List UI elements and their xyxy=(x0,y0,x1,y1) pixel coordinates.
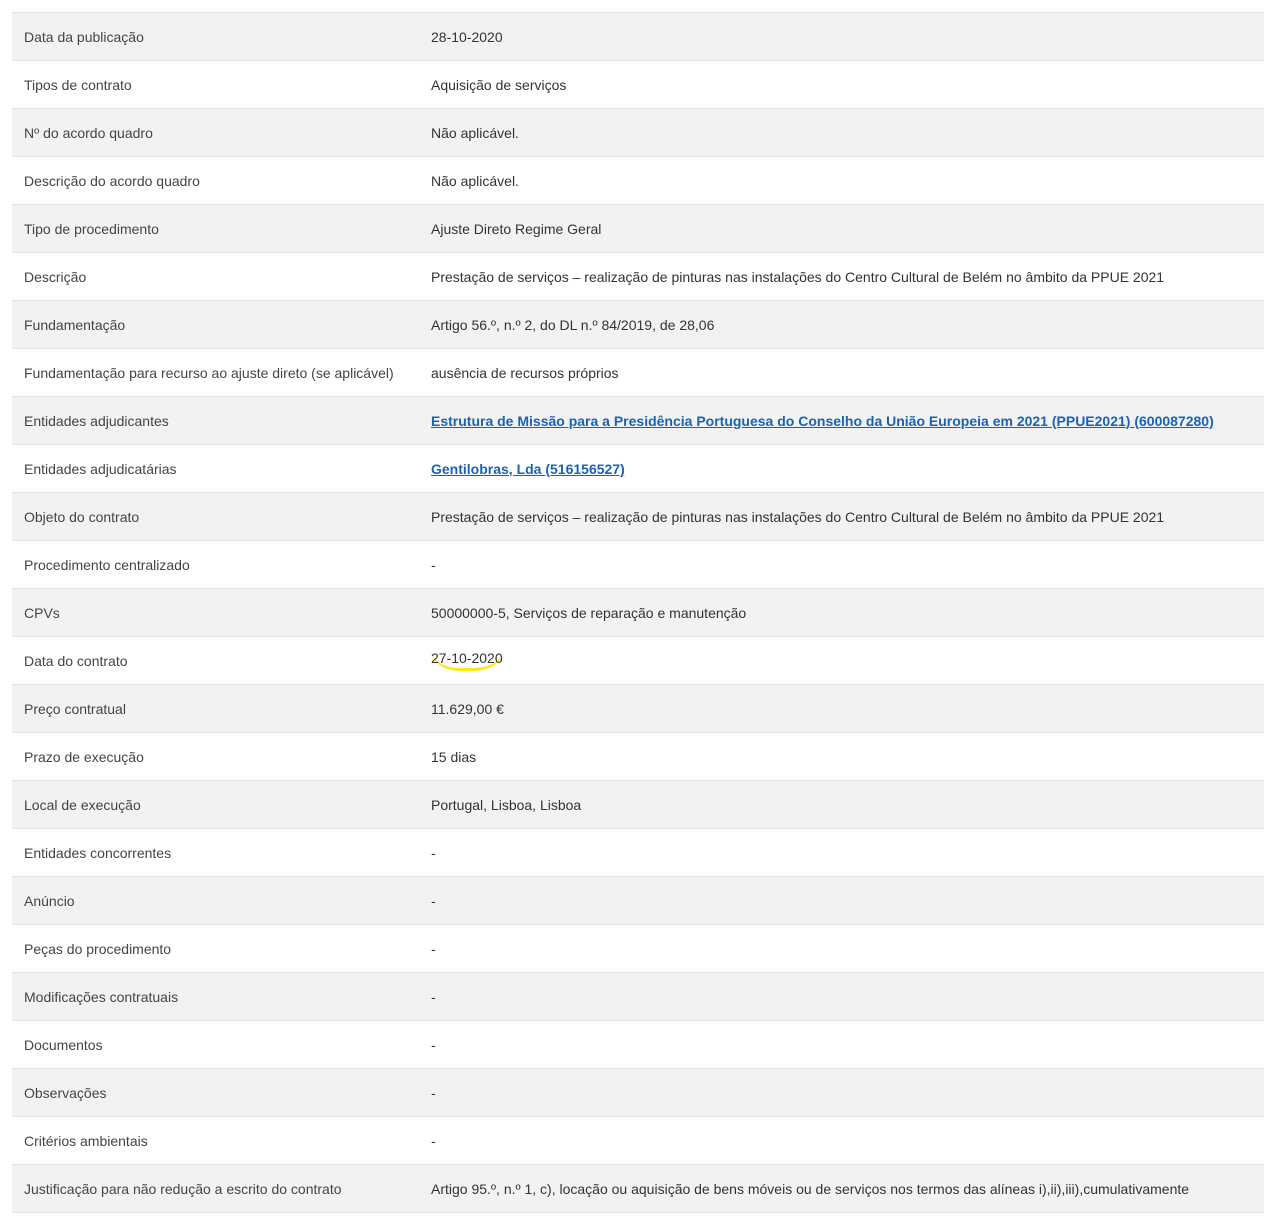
row-label: Tipos de contrato xyxy=(24,76,132,93)
row-label: Justificação para não redução a escrito do contrato xyxy=(24,1180,342,1197)
row-label: Prazo de execução xyxy=(24,748,144,765)
row-value: - xyxy=(431,556,436,573)
row-justificacao-nao-reducao-escrito xyxy=(12,1165,1264,1213)
row-value: - xyxy=(431,1084,436,1101)
row-value: Aquisição de serviços xyxy=(431,76,567,93)
row-label: Documentos xyxy=(24,1036,103,1053)
row-value: - xyxy=(431,1132,436,1149)
entidade-adjudicante-link[interactable]: Estrutura de Missão para a Presidência Portuguesa do Conselho da União Europeia em 2021 (PPUE2021) (600087280) xyxy=(431,412,1214,429)
row-modificacoes-contratuais xyxy=(12,973,1264,1021)
row-value: - xyxy=(431,844,436,861)
row-label: Peças do procedimento xyxy=(24,940,172,957)
row-value: 28-10-2020 xyxy=(431,28,503,45)
row-label: Entidades adjudicatárias xyxy=(24,460,177,477)
row-value xyxy=(431,413,1264,429)
row-tipo-procedimento xyxy=(12,205,1264,253)
row-value xyxy=(431,461,1264,477)
contract-details-table xyxy=(12,12,1264,1213)
row-label: Objeto do contrato xyxy=(24,508,140,525)
row-label: Data do contrato xyxy=(24,652,128,669)
row-data-contrato xyxy=(12,637,1264,685)
row-value: Portugal, Lisboa, Lisboa xyxy=(431,796,582,813)
row-value: Artigo 56.º, n.º 2, do DL n.º 84/2019, de 28,06 xyxy=(431,316,715,333)
row-anuncio xyxy=(12,877,1264,925)
row-pecas-procedimento xyxy=(12,925,1264,973)
row-preco-contratual xyxy=(12,685,1264,733)
row-label: Descrição do acordo quadro xyxy=(24,172,200,189)
row-label: Entidades adjudicantes xyxy=(24,412,169,429)
row-value: - xyxy=(431,1036,436,1053)
row-acordo-quadro-descricao xyxy=(12,157,1264,205)
entidade-adjudicataria-link[interactable]: Gentilobras, Lda (516156527) xyxy=(431,460,625,477)
row-fundamentacao-ajuste-direto xyxy=(12,349,1264,397)
row-label: Fundamentação para recurso ao ajuste direto (se aplicável) xyxy=(24,364,394,381)
row-entidades-adjudicatarias xyxy=(12,445,1264,493)
row-value: Ajuste Direto Regime Geral xyxy=(431,220,602,237)
row-prazo-execucao xyxy=(12,733,1264,781)
row-documentos xyxy=(12,1021,1264,1069)
row-label: Modificações contratuais xyxy=(24,988,179,1005)
row-label: Fundamentação xyxy=(24,316,126,333)
row-local-execucao xyxy=(12,781,1264,829)
row-value: - xyxy=(431,892,436,909)
row-observacoes xyxy=(12,1069,1264,1117)
row-procedimento-centralizado xyxy=(12,541,1264,589)
row-label: Observações xyxy=(24,1084,107,1101)
row-value: ausência de recursos próprios xyxy=(431,364,619,381)
row-value: Não aplicável. xyxy=(431,172,519,189)
row-label: Anúncio xyxy=(24,892,75,909)
row-label: Descrição xyxy=(24,268,87,285)
row-label: Critérios ambientais xyxy=(24,1132,148,1149)
row-value: Prestação de serviços – realização de pinturas nas instalações do Centro Cultural de Belém no âmbito da PPUE 2021 xyxy=(431,268,1165,285)
row-fundamentacao xyxy=(12,301,1264,349)
row-value: 50000000-5, Serviços de reparação e manutenção xyxy=(431,604,747,621)
row-entidades-adjudicantes xyxy=(12,397,1264,445)
row-label: Tipo de procedimento xyxy=(24,220,159,237)
row-label: Procedimento centralizado xyxy=(24,556,190,573)
row-label: Nº do acordo quadro xyxy=(24,124,153,141)
row-cpvs xyxy=(12,589,1264,637)
row-value: - xyxy=(431,940,436,957)
row-descricao xyxy=(12,253,1264,301)
row-value: 15 dias xyxy=(431,748,477,765)
row-label: Preço contratual xyxy=(24,700,126,717)
row-entidades-concorrentes xyxy=(12,829,1264,877)
row-value: 11.629,00 € xyxy=(431,700,504,717)
row-value: Prestação de serviços – realização de pinturas nas instalações do Centro Cultural de Belém no âmbito da PPUE 2021 xyxy=(431,508,1165,525)
row-data-publicacao xyxy=(12,12,1264,61)
row-objeto-contrato xyxy=(12,493,1264,541)
row-label: Data da publicação xyxy=(24,28,144,45)
row-criterios-ambientais xyxy=(12,1117,1264,1165)
row-value: Artigo 95.º, n.º 1, c), locação ou aquisição de bens móveis ou de serviços nos termos das alíneas i),ii),iii),cumulativamente xyxy=(431,1180,1190,1197)
row-value xyxy=(431,650,1264,671)
row-label: Entidades concorrentes xyxy=(24,844,172,861)
row-tipos-contrato xyxy=(12,61,1264,109)
row-acordo-quadro-numero xyxy=(12,109,1264,157)
row-value: Não aplicável. xyxy=(431,124,519,141)
row-label: Local de execução xyxy=(24,796,141,813)
row-value: - xyxy=(431,988,436,1005)
highlighted-date: 27-10-2020 xyxy=(431,650,503,671)
row-label: CPVs xyxy=(24,604,60,621)
